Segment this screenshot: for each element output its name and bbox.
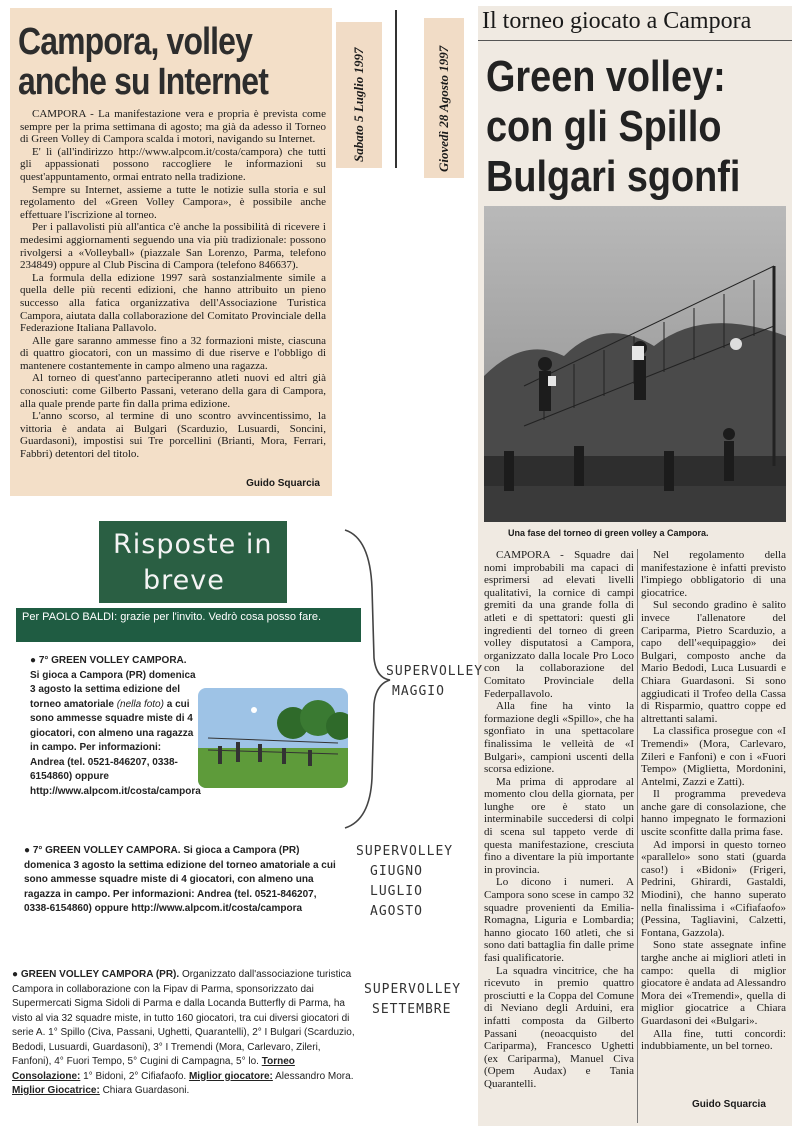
signature: Guido Squarcia xyxy=(246,478,320,489)
paragraph: CAMPORA - Squadre dai nomi improbabili ma capaci di esprimersi ad elevati livelli qualitativi, la cornice di campi gremiti da una grande folla di atleti e di spettatori: questi gli ingredienti del torneo di green volley disputatosi a Campora, organizzato dalla locale Pro Loco con la collaborazione del Comitato Provinciale della Federpallavolo. xyxy=(484,549,634,700)
paragraph: Il programma prevedeva anche gare di consolazione, che hanno impegnato le formazioni uscite sconfitte dalla prima fase. xyxy=(641,788,786,839)
headline-line-3: Bulgari sgonfi xyxy=(486,152,741,201)
note-line: AGOSTO xyxy=(370,904,423,919)
headline-line-2: anche su Internet xyxy=(18,61,269,103)
headline-line-1: Campora, volley xyxy=(18,21,252,63)
divider-line xyxy=(395,10,397,168)
entry-text: ● 7° GREEN VOLLEY CAMPORA. Si gioca a Campora (PR) domenica 3 agosto la settima edizione del torneo amatoriale xyxy=(30,655,196,710)
date-sticker-1 xyxy=(336,22,382,168)
article-column-2 xyxy=(641,549,786,1053)
giocatore-label: Miglior giocatore: xyxy=(188,1070,273,1082)
headline-line-2: con gli Spillo xyxy=(486,102,722,151)
note-line: SETTEMBRE xyxy=(372,1002,452,1017)
article-body xyxy=(20,108,326,461)
note-line: SUPERVOLLEY xyxy=(356,844,454,859)
entry-text: Organizzato dall'associazione turistica Campora in collaborazione con la Fipav di Parma, sponsorizzato dai Supermercati Sigma Sidoli di Parma e dalla Locanda Butterfly di Parma, ha visto al via 32 squadre miste, in tutto 160 giocatori, tra cui diversi giocatori di serie A. 1° Spillo (Civa, Passani, Ughetti, Quarantelli), 2° I Bulgari (Scarduzio, Bedodi, Lusuardi, Guardasoni), 3° I Tremendi (Mora, Carlevaro, Zileri, Fanfoni), 4° Fuori Tempo, 5° Cugini di Campagna, 5° lo. xyxy=(12,969,355,1067)
headline-line-1: Green volley: xyxy=(486,52,726,101)
clipping-green-volley xyxy=(478,6,792,1126)
torneo-label: Torneo Consolazione: xyxy=(12,1056,295,1082)
volley-photo xyxy=(484,206,786,522)
paragraph: Al torneo di quest'anno parteciperanno atleti nuovi ed altri già conosciuti: come Gilberto Passani, veterano della gara di Campora, alla quale prende parte fin dalla prima edizione. xyxy=(20,372,326,410)
giocatrice-label: Miglior Giocatrice: xyxy=(12,1085,100,1096)
date-sticker-2 xyxy=(424,18,464,178)
note-line: LUGLIO xyxy=(370,884,423,899)
listing-entry-2: ● 7° GREEN VOLLEY CAMPORA. Si gioca a Campora (PR) domenica 3 agosto la settima edizione del torneo amatoriale a cui sono ammesse squadre miste di 4 giocatori, con almeno una ragazza in campo. Per informazioni: Andrea (tel. 0521-846207, 0338-6154860) oppure http://www.alpcom.it/costa/campora xyxy=(24,845,336,914)
paragraph: Sempre su Internet, assieme a tutte le notizie sulla storia e sul regolamento del «Green Volley Campora», è possibile anche effettuare l'iscrizione al torneo. xyxy=(20,183,326,221)
entry-italic: (nella foto) xyxy=(116,698,164,710)
clipping-campora-internet xyxy=(10,8,332,496)
paragraph: L'anno scorso, al termine di uno scontro avvincentissimo, la vittoria è andata ai Bulgari (Scarduzio, Lusuardi, Soncini, Guardasoni), impostisi sui Tre porcellini (Brianti, Mora, Ferrari, Fabbri) detentori del titolo. xyxy=(20,410,326,461)
risposte-title-box xyxy=(99,521,287,603)
title-line-1: Risposte in xyxy=(113,529,273,560)
handwritten-note-3 xyxy=(364,980,461,1020)
photo-caption: Una fase del torneo di green volley a Campora. xyxy=(508,528,709,538)
date-text: Sabato 5 Luglio 1997 xyxy=(351,47,366,162)
torneo-text: 1° Bidoni, 2° Cifiafaofo. xyxy=(83,1070,187,1082)
paragraph: Lo dicono i numeri. A Campora sono scese in campo 32 squadre provenienti da Emilia-Romagna, Liguria e Lombardia; hanno giocato 160 atleti, che si sono dati battaglia fin dalle prime fasi qualificatorie. xyxy=(484,876,634,964)
giocatrice-text: Chiara Guardasoni. xyxy=(102,1085,190,1096)
note-line: MAGGIO xyxy=(392,684,445,699)
date-text: Giovedì 28 Agosto 1997 xyxy=(436,45,451,172)
note-line: SUPERVOLLEY xyxy=(364,982,462,997)
entry-lead: ● GREEN VOLLEY CAMPORA (PR). xyxy=(12,969,180,980)
reply-banner xyxy=(16,608,361,642)
rule xyxy=(478,40,792,41)
paragraph: La formula della edizione 1997 sarà sostanzialmente simile a quella delle più recenti edizioni, che hanno attribuito un pieno successo alla fatica organizzativa dell'Associazione Turistica Campora, aiutata dalla collaborazione del Comitato Provinciale della Federazione Italiana Pallavolo. xyxy=(20,271,326,335)
note-line: GIUGNO xyxy=(370,864,423,879)
paragraph: Ma prima di approdare al momento clou della giornata, per lunghe ore è stato un interminabile succedersi di colpi di scena sul tappeto verde di questa manifestazione, cresciuta fino a diventare la più importante in provincia. xyxy=(484,775,634,876)
listing-entry-3 xyxy=(12,968,356,1099)
column-rule xyxy=(637,549,638,1123)
handwritten-note-1 xyxy=(386,662,483,702)
volley-thumbnail-photo xyxy=(198,688,348,788)
title-line-2: breve xyxy=(143,565,225,596)
paragraph: Sul secondo gradino è salito invece l'allenatore del Cariparma, Pietro Scarduzio, a capo dell'«equipaggio» dei Bulgari, composto anche da Mario Bedodi, Luca Lusuardi e Chiara Guardasoni. Si sono aggiudicati il Trofeo della Cassa di Risparmio, quattro coppe ed altrettanti salami. xyxy=(641,599,786,725)
note-line: SUPERVOLLEY xyxy=(386,664,484,679)
signature: Guido Squarcia xyxy=(692,1099,766,1110)
paragraph: Nel regolamento della manifestazione è infatti previsto l'impiego obbligatorio di una giocatrice. xyxy=(641,549,786,599)
kicker: Il torneo giocato a Campora xyxy=(482,8,752,34)
giocatore-text: Alessandro Mora. xyxy=(275,1070,354,1082)
paragraph: E' lì (all'indirizzo http://www.alpcom.it/costa/campora) che tutti gli appassionati possono raccogliere le informazioni su quest'appuntamento, ormai entrato nella tradizione. xyxy=(20,145,326,183)
paragraph: La classifica prosegue con «I Tremendi» (Mora, Carlevaro, Zileri e Fanfoni) e con i «Fuori Tempo» (Miglietta, Mordonini, Antelmi, Zazzi e Zatti). xyxy=(641,725,786,788)
paragraph: Per i pallavolisti più all'antica c'è anche la possibilità di ricevere i medesimi aggiornamenti seguendo una via più tradizionale: possono rivolgersi a «Volleyball» (piazzale San Lorenzo, Parma, telefono 234849) oppure al Club Piscina di Campora (telefono 846637). xyxy=(20,221,326,272)
listing-entry-1 xyxy=(30,654,201,799)
paragraph: Alle gare saranno ammesse fino a 32 formazioni miste, ciascuna di quattro giocatori, con un massimo di due riserve e l'obbligo di mantenere costantemente in campo almeno una ragazza. xyxy=(20,334,326,372)
entry-text: a cui sono ammesse squadre miste di 4 giocatori, con almeno una ragazza in campo. Per informazioni: Andrea (tel. 0521-846207, 0338-6154860) oppure http://www.alpcom.it/costa/campora xyxy=(30,698,201,797)
paragraph: Alla fine ha vinto la formazione degli «Spillo», che ha sgonfiato in una spettacolare finalissima le velleità de «I Bulgari», campioni uscenti della scorsa edizione. xyxy=(484,700,634,776)
reply-text: Per PAOLO BALDI: grazie per l'invito. Vedrò cosa posso fare. xyxy=(22,611,322,623)
article-column-1 xyxy=(484,549,634,1091)
paragraph: La squadra vincitrice, che ha ricevuto in premio quattro prosciutti e la Coppa del Comune di Neviano degli Arduini, era infatti composta da Gilberto Passani (neoacquisto del Cariparma), Francesco Ughetti (ex Cariparma), Manuel Civa (Opem Audax) e Tania Quarantelli. xyxy=(484,964,634,1090)
paragraph: Ad imporsi in questo torneo «parallelo» sono stati (guarda caso!) i «Bidoni» (Frigeri, Pedrini, Ghirardi, Gastaldi, Miodini), che hanno superato nella finalissima i «Cifiafaofo» (Pessina, Tagliavini, Calzetti, Fontana, Gazzola). xyxy=(641,838,786,939)
handwritten-note-2 xyxy=(356,842,453,922)
paragraph: Alla fine, tutti concordi: indubbiamente, un bel torneo. xyxy=(641,1027,786,1053)
paragraph: CAMPORA - La manifestazione vera e propria è prevista come sempre per la prima settimana di agosto; ma già da adesso il Torneo di Green Volley di Campora scalda i motori, navigando su Internet. xyxy=(20,108,326,146)
paragraph: Sono state assegnate infine targhe anche ai migliori atleti in campo: quella di miglior giocatore è andata ad Alessandro Mora dei «Tremendi», quella di miglior giocatrice a Chiara Guardasoni dei «Bulgari». xyxy=(641,939,786,1027)
